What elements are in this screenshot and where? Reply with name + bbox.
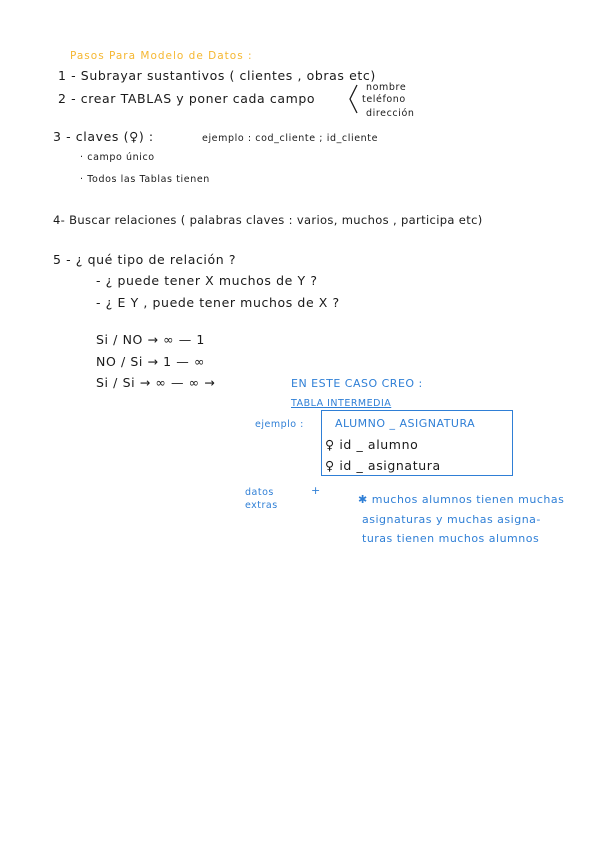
- step-3-bullet-all-tables: · Todos las Tablas tienen: [80, 174, 210, 185]
- box-row-id-alumno: ♀ id _ alumno: [325, 437, 419, 452]
- footnote-line-2: asignaturas y muchas asigna-: [362, 513, 541, 526]
- step-3-bullet-unique: · campo único: [80, 152, 155, 163]
- relation-si-si: Si / Si → ∞ — ∞ →: [96, 375, 216, 390]
- relation-si-no: Si / NO → ∞ — 1: [96, 332, 205, 347]
- field-nombre: nombre: [366, 82, 407, 93]
- note-case: EN ESTE CASO CREO :: [291, 377, 423, 390]
- step-4: 4- Buscar relaciones ( palabras claves : varios, muchos , participa etc): [53, 213, 483, 227]
- example-label: ejemplo :: [255, 419, 304, 430]
- step-5-question-2: - ¿ E Y , puede tener muchos de X ?: [96, 295, 340, 310]
- curly-brace-icon: [348, 84, 358, 114]
- step-1: 1 - Subrayar sustantivos ( clientes , obras etc): [58, 68, 376, 83]
- step-3: 3 - claves (♀) :: [53, 129, 154, 144]
- extra-data-label-1: datos: [245, 487, 274, 498]
- box-row-id-asignatura: ♀ id _ asignatura: [325, 458, 441, 473]
- step-2: 2 - crear TABLAS y poner cada campo: [58, 91, 316, 106]
- field-direccion: dirección: [366, 108, 415, 119]
- step-3-example: ejemplo : cod_cliente ; id_cliente: [202, 133, 379, 144]
- notes-title: Pasos Para Modelo de Datos :: [70, 50, 253, 62]
- step-5: 5 - ¿ qué tipo de relación ?: [53, 252, 237, 267]
- footnote-line-1: ✱ muchos alumnos tienen muchas: [358, 493, 565, 506]
- relation-no-si: NO / Si → 1 — ∞: [96, 354, 205, 369]
- note-intermediate-table: TABLA INTERMEDIA: [291, 398, 392, 409]
- plus-sign: +: [311, 484, 321, 497]
- step-5-question-1: - ¿ puede tener X muchos de Y ?: [96, 273, 318, 288]
- footnote-line-3: turas tienen muchos alumnos: [362, 532, 540, 545]
- extra-data-label-2: extras: [245, 500, 278, 511]
- field-telefono: teléfono: [362, 94, 406, 105]
- box-title: ALUMNO _ ASIGNATURA: [335, 417, 476, 430]
